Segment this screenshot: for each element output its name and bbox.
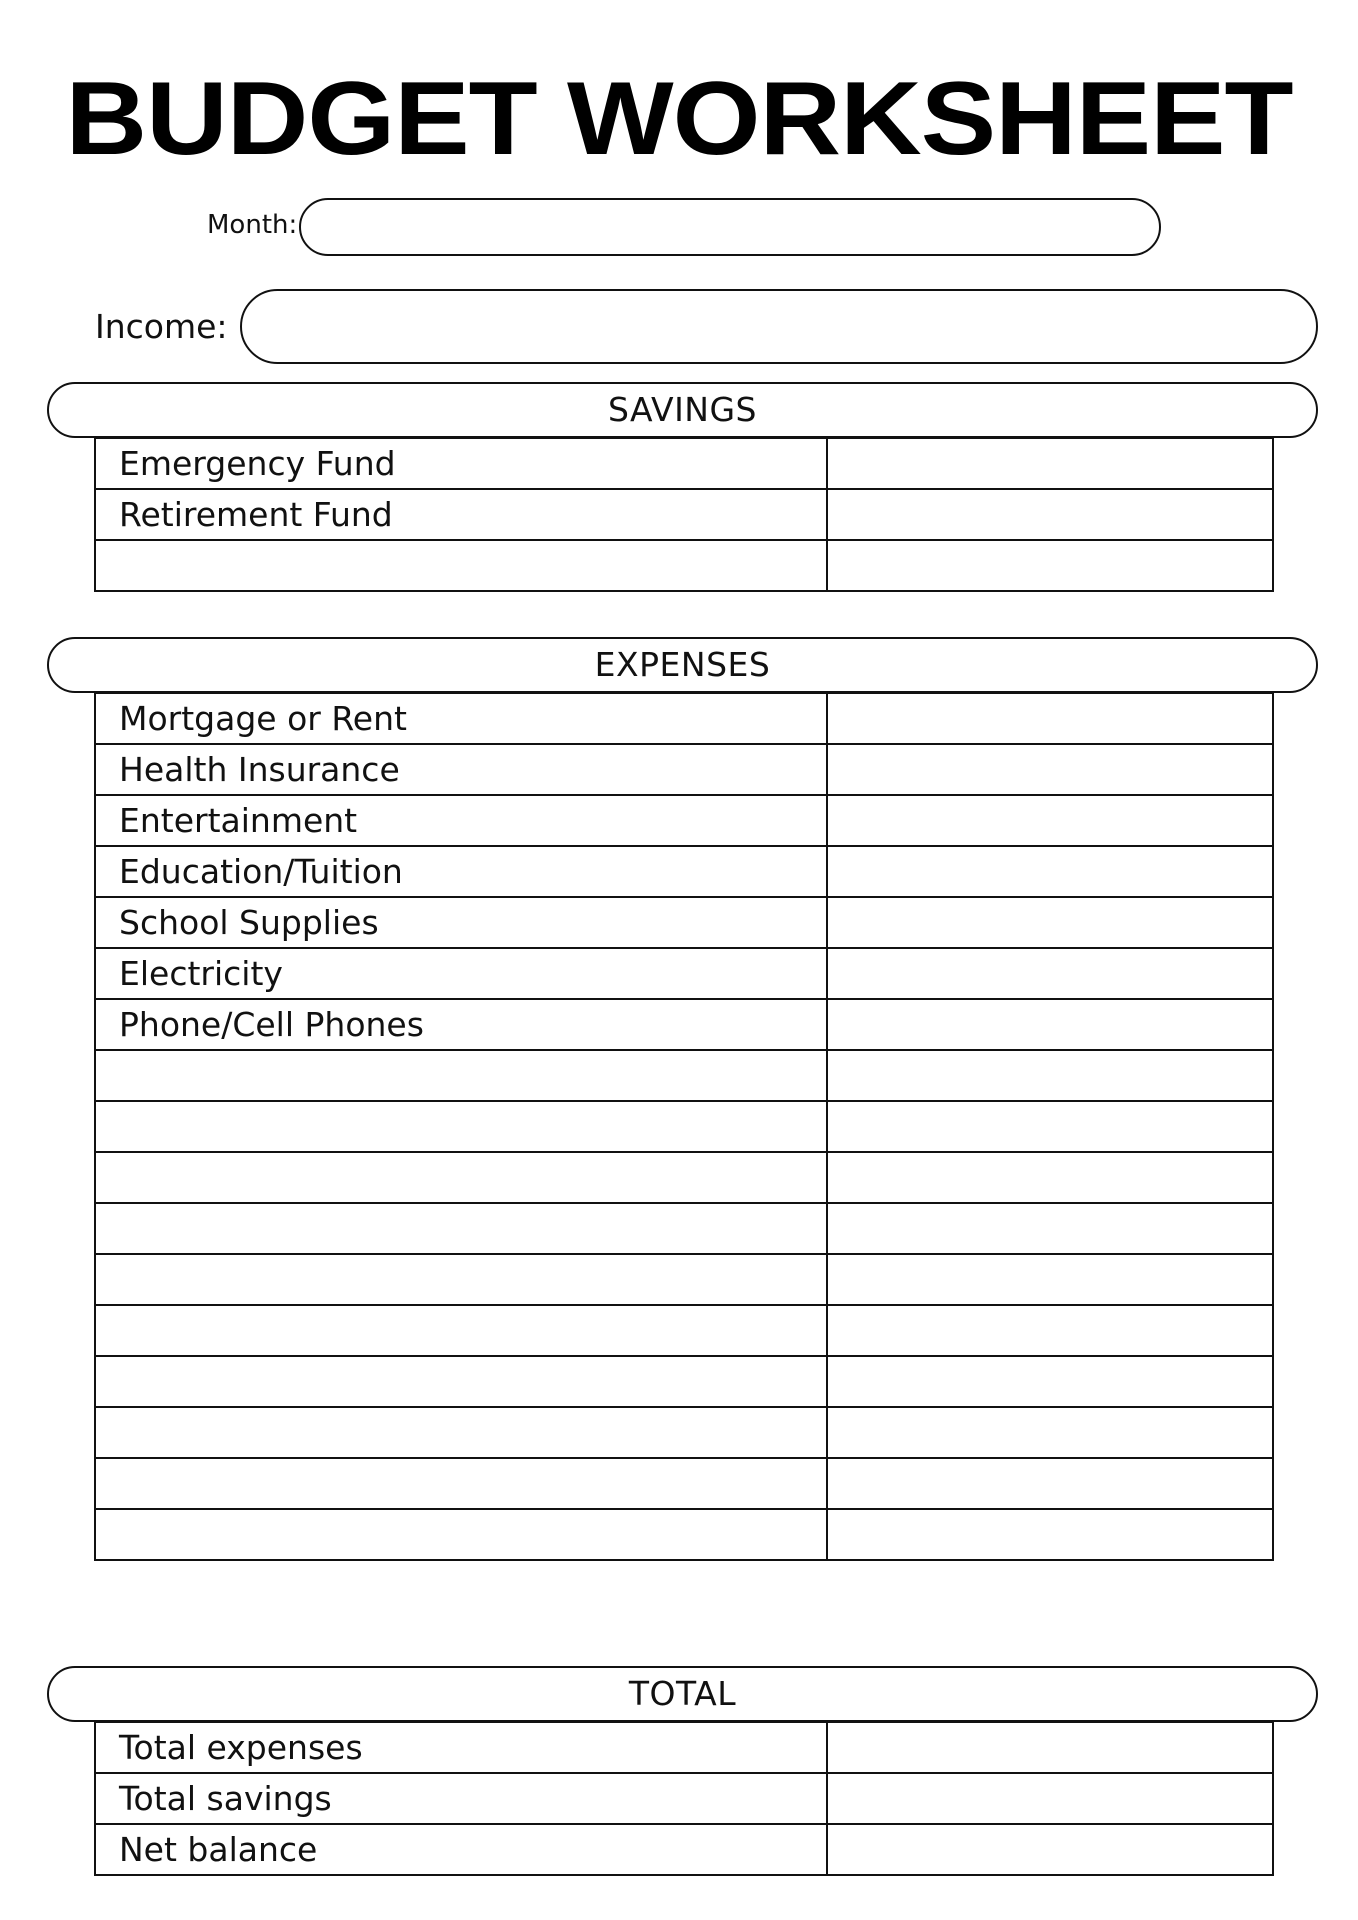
expenses-item-label[interactable]: Education/Tuition [95, 846, 827, 897]
expenses-row [95, 795, 1273, 846]
expenses-item-label[interactable] [95, 1203, 827, 1254]
expenses-row [95, 1305, 1273, 1356]
total-row [95, 1773, 1273, 1824]
savings-row [95, 489, 1273, 540]
expenses-item-label[interactable] [95, 1152, 827, 1203]
expenses-row [95, 744, 1273, 795]
savings-amount-cell[interactable] [827, 489, 1273, 540]
expenses-item-label[interactable] [95, 1305, 827, 1356]
expenses-item-label[interactable] [95, 1509, 827, 1560]
expenses-amount-cell[interactable] [827, 846, 1273, 897]
expenses-row [95, 1203, 1273, 1254]
savings-row [95, 438, 1273, 489]
expenses-row [95, 1152, 1273, 1203]
savings-table [94, 437, 1274, 592]
expenses-amount-cell[interactable] [827, 1050, 1273, 1101]
expenses-row [95, 1356, 1273, 1407]
expenses-row [95, 1407, 1273, 1458]
expenses-item-label[interactable]: Entertainment [95, 795, 827, 846]
expenses-item-label[interactable] [95, 1050, 827, 1101]
expenses-row [95, 1458, 1273, 1509]
total-header: TOTAL [47, 1666, 1318, 1722]
savings-row [95, 540, 1273, 591]
expenses-row [95, 948, 1273, 999]
expenses-item-label[interactable]: Phone/Cell Phones [95, 999, 827, 1050]
savings-item-label[interactable]: Emergency Fund [95, 438, 827, 489]
expenses-row [95, 1509, 1273, 1560]
expenses-amount-cell[interactable] [827, 1458, 1273, 1509]
expenses-amount-cell[interactable] [827, 1356, 1273, 1407]
expenses-amount-cell[interactable] [827, 1254, 1273, 1305]
savings-item-label[interactable]: Retirement Fund [95, 489, 827, 540]
expenses-item-label[interactable] [95, 1254, 827, 1305]
expenses-amount-cell[interactable] [827, 1152, 1273, 1203]
expenses-item-label[interactable] [95, 1458, 827, 1509]
expenses-amount-cell[interactable] [827, 1305, 1273, 1356]
expenses-item-label[interactable]: Health Insurance [95, 744, 827, 795]
total-item-label[interactable]: Total expenses [95, 1722, 827, 1773]
expenses-amount-cell[interactable] [827, 948, 1273, 999]
expenses-row [95, 846, 1273, 897]
expenses-amount-cell[interactable] [827, 795, 1273, 846]
total-item-label[interactable]: Net balance [95, 1824, 827, 1875]
expenses-amount-cell[interactable] [827, 1203, 1273, 1254]
expenses-amount-cell[interactable] [827, 693, 1273, 744]
savings-amount-cell[interactable] [827, 540, 1273, 591]
expenses-item-label[interactable] [95, 1356, 827, 1407]
expenses-table [94, 692, 1274, 1561]
income-label: Income: [95, 307, 228, 346]
expenses-item-label[interactable]: Electricity [95, 948, 827, 999]
total-amount-cell[interactable] [827, 1824, 1273, 1875]
total-item-label[interactable]: Total savings [95, 1773, 827, 1824]
income-input[interactable] [240, 289, 1318, 364]
expenses-row [95, 999, 1273, 1050]
expenses-header: EXPENSES [47, 637, 1318, 693]
expenses-row [95, 693, 1273, 744]
total-table [94, 1721, 1274, 1876]
total-row [95, 1722, 1273, 1773]
total-amount-cell[interactable] [827, 1722, 1273, 1773]
expenses-amount-cell[interactable] [827, 1407, 1273, 1458]
expenses-item-label[interactable] [95, 1101, 827, 1152]
total-amount-cell[interactable] [827, 1773, 1273, 1824]
savings-amount-cell[interactable] [827, 438, 1273, 489]
expenses-amount-cell[interactable] [827, 999, 1273, 1050]
expenses-amount-cell[interactable] [827, 1101, 1273, 1152]
expenses-item-label[interactable]: Mortgage or Rent [95, 693, 827, 744]
month-input[interactable] [299, 198, 1161, 256]
expenses-amount-cell[interactable] [827, 1509, 1273, 1560]
savings-item-label[interactable] [95, 540, 827, 591]
month-label: Month: [207, 210, 298, 240]
expenses-item-label[interactable] [95, 1407, 827, 1458]
savings-header: SAVINGS [47, 382, 1318, 438]
expenses-row [95, 1101, 1273, 1152]
worksheet-title: BUDGET WORKSHEET [65, 60, 1293, 176]
expenses-item-label[interactable]: School Supplies [95, 897, 827, 948]
expenses-amount-cell[interactable] [827, 744, 1273, 795]
expenses-row [95, 1050, 1273, 1101]
expenses-amount-cell[interactable] [827, 897, 1273, 948]
expenses-row [95, 897, 1273, 948]
expenses-row [95, 1254, 1273, 1305]
total-row [95, 1824, 1273, 1875]
